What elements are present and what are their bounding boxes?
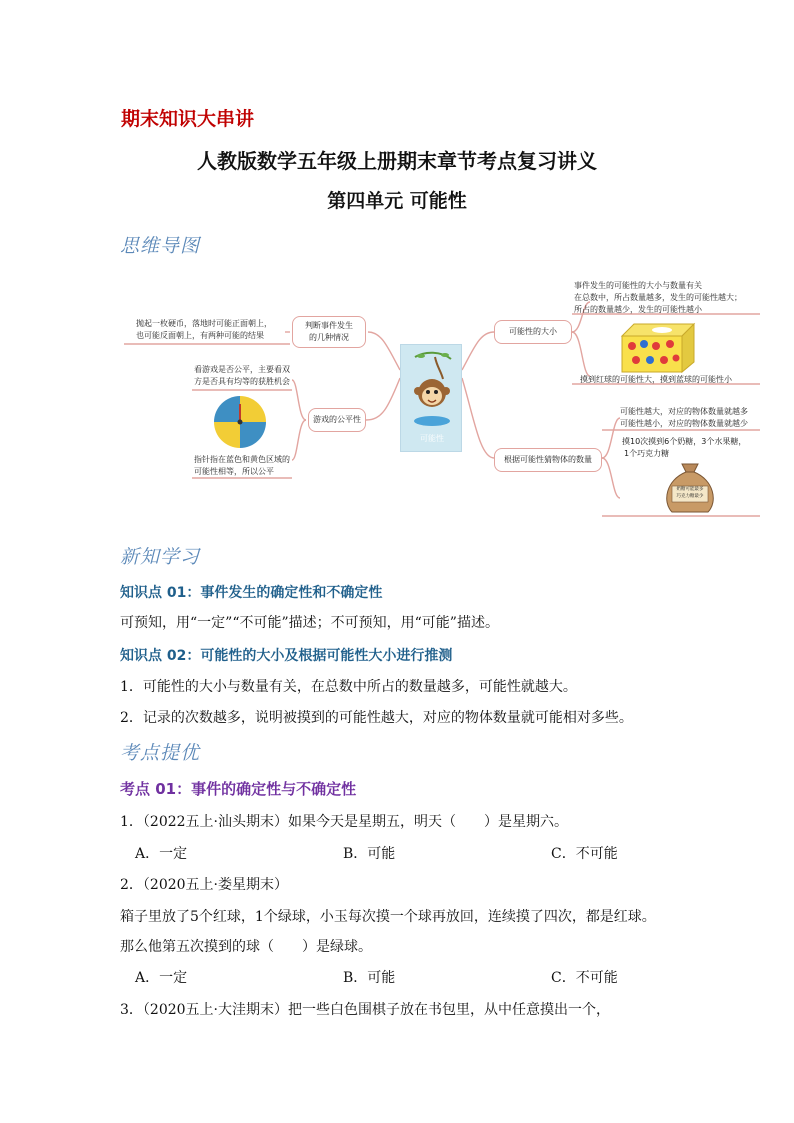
knowledge-1-line: 可预知，用“一定”“不可能”描述；不可预知，用“可能”描述。 — [120, 615, 499, 631]
box-note: 摸到红球的可能性大，摸到蓝球的可能性小 — [580, 375, 732, 384]
question-2-source: 2．（2020五上·娄星期末） — [120, 877, 288, 893]
draw-note-line1: 摸10次摸到6个奶糖，3个水果糖， — [622, 437, 747, 446]
question-2-stem-line2: 那么他第五次摸到的球（ ）是绿球。 — [120, 939, 372, 955]
branch-guess-quantity: 根据可能性猜物体的数量 — [494, 448, 602, 472]
size-note — [574, 280, 742, 316]
knowledge-2-line1: 1．可能性的大小与数量有关，在总数中所占的数量越多，可能性就越大。 — [120, 679, 577, 695]
question-2-option-c: C．不可能 — [551, 970, 618, 986]
coin-note-line1: 抛起一枚硬币，落地时可能正面朝上， — [136, 319, 272, 328]
unit-title: 第四单元 可能性 — [327, 190, 467, 212]
spinner-icon — [212, 394, 268, 450]
question-2-option-a: A．一定 — [135, 970, 188, 986]
section-mind-map: 思维导图 — [120, 235, 201, 257]
size-note-line2: 在总数中，所占数量越多，发生的可能性越大； — [574, 293, 742, 302]
section-exam-points: 考点提优 — [120, 742, 201, 764]
branch-possibility-size: 可能性的大小 — [494, 320, 572, 344]
branch-judge-cases: 判断事件发生的几种情况 — [292, 316, 366, 348]
size-note-line1: 事件发生的可能性的大小与数量有关 — [574, 281, 702, 290]
guess-note — [620, 406, 748, 430]
knowledge-2-title: 知识点 02：可能性的大小及根据可能性大小进行推测 — [120, 648, 453, 664]
main-title: 人教版数学五年级上册期末章节考点复习讲义 — [197, 149, 597, 173]
question-1-option-a: A．一定 — [135, 846, 188, 862]
series-tag: 期末知识大串讲 — [121, 108, 255, 130]
mind-map — [120, 268, 760, 522]
guess-note-line1: 可能性越大，对应的物体数量就越多 — [620, 407, 748, 416]
question-2-option-b: B．可能 — [343, 970, 396, 986]
question-1-option-b: B．可能 — [343, 846, 396, 862]
fair-note — [194, 364, 290, 388]
exam-point-title: 考点 01：事件的确定性与不确定性 — [120, 780, 357, 798]
spinner-note-line2: 可能性相等，所以公平 — [194, 467, 274, 476]
spinner-note — [194, 454, 290, 478]
question-3-stem: 3．（2020五上·大洼期末）把一些白色围棋子放在书包里，从中任意摸出一个， — [120, 1002, 610, 1018]
coin-note — [136, 318, 272, 342]
bag-label-line1: 奶糖可能最多 — [676, 487, 704, 492]
knowledge-1-title: 知识点 01：事件发生的确定性和不确定性 — [120, 585, 383, 601]
guess-note-line2: 可能性越小，对应的物体数量就越少 — [620, 419, 748, 428]
draw-note — [622, 436, 746, 460]
draw-note-line2: 1个巧克力糖 — [624, 449, 670, 458]
center-node — [400, 344, 462, 452]
center-label: 可能性 — [420, 434, 444, 443]
section-new-knowledge: 新知学习 — [120, 546, 201, 568]
branch-game-fairness: 游戏的公平性 — [308, 408, 366, 432]
coin-note-line2: 也可能反面朝上，有两种可能的结果 — [136, 331, 264, 340]
question-1-stem: 1．（2022五上·汕头期末）如果今天是星期五，明天（ ）是星期六。 — [120, 814, 568, 830]
bag-label-line2: 巧克力糖最少 — [676, 494, 704, 499]
spinner-note-line1: 指针指在蓝色和黄色区域的 — [194, 455, 290, 464]
fair-note-line1: 看游戏是否公平，主要看双 — [194, 365, 290, 374]
ball-box-icon — [620, 322, 696, 374]
size-note-line3: 所占的数量越少，发生的可能性越小 — [574, 305, 702, 314]
bag-label — [672, 486, 708, 500]
question-2-stem-line1: 箱子里放了5个红球，1个绿球，小玉每次摸一个球再放回，连续摸了四次，都是红球。 — [120, 909, 656, 925]
question-1-option-c: C．不可能 — [551, 846, 618, 862]
monkey-icon — [401, 349, 463, 431]
fair-note-line2: 方是否具有均等的获胜机会 — [194, 377, 290, 386]
knowledge-2-line2: 2．记录的次数越多，说明被摸到的可能性越大，对应的物体数量就可能相对多些。 — [120, 710, 633, 726]
